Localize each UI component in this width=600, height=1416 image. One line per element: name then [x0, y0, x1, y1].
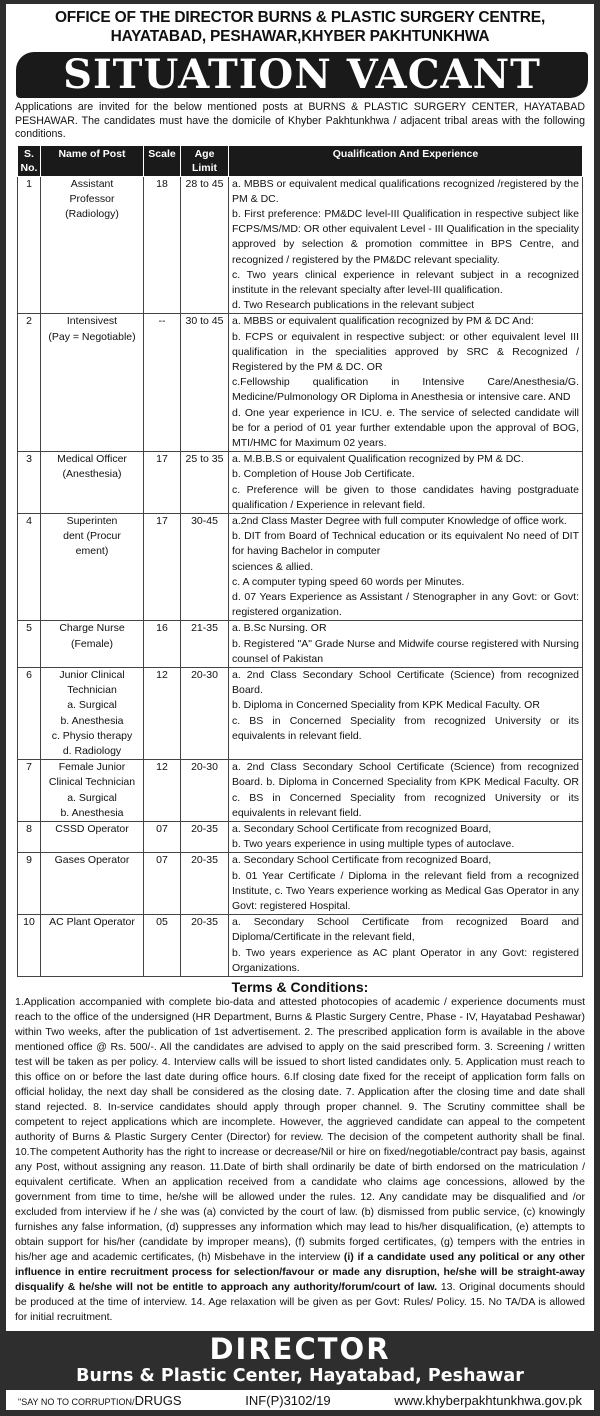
post-name-line: Clinical Technician	[48, 776, 136, 789]
terms-title: Terms & Conditions:	[231, 979, 369, 996]
scale: 12	[144, 668, 181, 760]
table-row	[18, 314, 583, 452]
row-number: 6	[18, 668, 41, 760]
qualification-item: d. 07 Years Experience as Assistant / Stenographer in any Govt: or Govt: registered organization.	[232, 590, 579, 619]
row-number: 7	[18, 760, 41, 822]
table-row	[18, 176, 583, 314]
qualification-item: a. MBBS or equivalent medical qualifications recognized /registered by the PM & DC.	[232, 177, 579, 205]
posts-table	[17, 145, 583, 978]
post-name-line: Charge Nurse	[59, 622, 125, 635]
situation-vacant-banner: SITUATION VACANT	[16, 52, 588, 98]
qualification-item: d. Two Research publications in the relevant subject	[232, 299, 475, 312]
post-name-line: c. Physio therapy	[51, 729, 133, 742]
office-header	[6, 4, 594, 46]
qualification-item: b. Two years experience in using multiple types of autoclave.	[232, 838, 515, 851]
table-row	[18, 915, 583, 977]
terms-part-2: 13. Original documents should be produced at the time of interview. 14. Age relaxation will be given as per Govt: Rules/ Policy. 15. No TA/DA is allowed for initial recruitment.	[15, 1281, 586, 1324]
post-name-line: Junior Clinical Technician	[59, 669, 125, 697]
row-number: 3	[18, 452, 41, 514]
post-name-line: d. Radiology	[62, 745, 122, 758]
row-number: 1	[18, 176, 41, 314]
footer-director: DIRECTOR	[209, 1332, 391, 1367]
qualification	[229, 853, 583, 915]
age-limit: 25 to 35	[181, 452, 229, 514]
slogan-prefix: "SAY NO TO CORRUPTION/	[18, 1396, 135, 1407]
qualification	[229, 915, 583, 977]
col-post: Name of Post	[41, 145, 144, 176]
qualification-item: b. First preference: PM&DC level-III Qualification in respective subject like FCPS/MS/MD: OR other equivalent Level - III Qualification in the speciality approved by selection & promotion committee in BPS Centre, and recognized / registered by the PM&DC relevant speciality.	[232, 207, 579, 266]
age-limit: 20-30	[181, 668, 229, 760]
post-name-line: Female Junior	[58, 761, 126, 774]
post-name-line: (Radiology)	[65, 207, 119, 220]
qualification	[229, 176, 583, 314]
scale: 18	[144, 176, 181, 314]
scale: 07	[144, 822, 181, 853]
age-limit: 20-35	[181, 822, 229, 853]
row-number: 10	[18, 915, 41, 977]
qualification	[229, 314, 583, 452]
table-row	[18, 822, 583, 853]
qualification-item: b. FCPS or equivalent in respective subject: or other equivalent level III qualification in the specialities approved by SRC & Recognized / Registered by the PM & DC. OR	[232, 330, 579, 373]
post-name-line: Professor	[69, 192, 115, 205]
qualification-item: b. Completion of House Job Certificate.	[232, 468, 415, 481]
post-name-line: a. Surgical	[67, 791, 117, 804]
qualification-item: b. Two years experience as AC plant Operator in any Govt: registered Organizations.	[232, 946, 579, 974]
post-name	[41, 915, 144, 977]
qualification-item: c. Preference will be given to those candidates having postgraduate qualification / Experience in relevant field.	[232, 483, 579, 511]
slogan-suffix: DRUGS	[134, 1392, 182, 1408]
footer-strip	[6, 1390, 594, 1410]
qualification-item: a. M.B.B.S or equivalent Qualification recognized by PM & DC.	[232, 453, 524, 466]
table-row	[18, 853, 583, 915]
slogan	[18, 1393, 182, 1408]
post-name-line: (Anesthesia)	[62, 468, 122, 481]
age-limit: 20-35	[181, 853, 229, 915]
scale: 05	[144, 915, 181, 977]
qualification-item: c. A computer typing speed 60 words per Minutes.	[232, 575, 465, 588]
row-number: 4	[18, 513, 41, 620]
qualification	[229, 513, 583, 620]
reference-number: INF(P)3102/19	[245, 1392, 331, 1408]
post-name-line: Medical Officer	[57, 453, 127, 466]
qualification-item: b. DIT from Board of Technical education or its equivalent No need of DIT for having Bachelor in computer	[232, 530, 579, 558]
qualification-item: c.Fellowship qualification in Intensive Care/Anesthesia/G. Medicine/Pulmonology OR Diploma in Anesthesia or intensive care. AND	[232, 376, 579, 404]
qualification-item: d. One year experience in ICU. e. The service of selected candidate will be for a period of 01 year further extendable upon the approval of BOG, MTI/HMC for Maximum 02 years.	[232, 406, 579, 449]
age-limit: 28 to 45	[181, 176, 229, 314]
age-limit: 21-35	[181, 621, 229, 668]
qualification	[229, 452, 583, 514]
qualification-item: b. 01 Year Certificate / Diploma in the relevant field from a recognized Institute, c. Two Years experience working as Medical Gas Operator in any Govt: registered Hospital.	[232, 869, 579, 913]
qualification-item: b. Registered "A" Grade Nurse and Midwife course registered with Nursing counsel of Pakistan	[232, 637, 579, 665]
col-scale: Scale	[144, 145, 181, 176]
qualification-item: a. Secondary School Certificate from recognized Board,	[232, 823, 492, 836]
post-name	[41, 760, 144, 822]
post-name-line: b. Anesthesia	[60, 714, 124, 727]
table-row	[18, 513, 583, 620]
qualification	[229, 668, 583, 760]
qualification-item: a. 2nd Class Secondary School Certificate (Science) from recognized Board.	[232, 669, 579, 697]
row-number: 5	[18, 621, 41, 668]
scale: 07	[144, 853, 181, 915]
col-age: Age Limit	[181, 145, 229, 176]
scale: 17	[144, 452, 181, 514]
qualification	[229, 822, 583, 853]
post-name-line: Intensivest	[66, 315, 118, 328]
terms-text	[6, 995, 594, 1325]
qualification	[229, 621, 583, 668]
age-limit: 20-35	[181, 915, 229, 977]
post-name-line: a. Surgical	[67, 699, 117, 712]
scale: 16	[144, 621, 181, 668]
age-limit: 30 to 45	[181, 314, 229, 452]
post-name	[41, 314, 144, 452]
table-row	[18, 621, 583, 668]
header-line-1: OFFICE OF THE DIRECTOR BURNS & PLASTIC SURGERY CENTRE,	[54, 9, 546, 26]
qualification-item: a. MBBS or equivalent qualification recognized by PM & DC And:	[232, 315, 534, 328]
terms-bold-clause: (i) if a candidate used any political or any other influence in entire recruitment process for selection/favour or made any disruption, he/she will be straight-away disqualify & he/she will not be entitle to approach any authority/forum/court of law.	[15, 1251, 586, 1294]
post-name	[41, 822, 144, 853]
table-row	[18, 668, 583, 760]
post-name-line: (Female)	[70, 637, 113, 650]
row-number: 8	[18, 822, 41, 853]
age-limit: 20-30	[181, 760, 229, 822]
post-name-line: Superinten	[66, 514, 118, 527]
qualification-item: a. Secondary School Certificate from recognized Board and Diploma/Certificate in the relevant field,	[232, 916, 579, 944]
post-name-line: dent (Procur	[63, 530, 121, 543]
qualification-item: sciences & allied.	[232, 560, 314, 573]
post-name	[41, 513, 144, 620]
post-name-line: ement)	[75, 545, 109, 558]
post-name-line: Assistant	[70, 177, 114, 190]
advertisement	[6, 4, 594, 1331]
qualification-item: a. B.Sc Nursing. OR	[232, 622, 327, 635]
qualification-item: a.2nd Class Master Degree with full computer Knowledge of office work.	[232, 514, 567, 527]
table-row	[18, 760, 583, 822]
qualification-item: c. Two years clinical experience in relevant subject in a recognized institute in the relevant specialty after level-III qualification.	[232, 268, 579, 296]
post-name-line: Gases Operator	[54, 854, 130, 867]
post-name-line: b. Anesthesia	[60, 806, 124, 819]
scale: 17	[144, 513, 181, 620]
post-name	[41, 452, 144, 514]
col-sno: S. No.	[18, 145, 41, 176]
qualification	[229, 760, 583, 822]
footer-address: Burns & Plastic Center, Hayatabad, Peshawar	[76, 1366, 524, 1387]
post-name	[41, 853, 144, 915]
post-name-line: CSSD Operator	[55, 823, 129, 836]
post-name-line: AC Plant Operator	[49, 916, 135, 929]
table-row	[18, 452, 583, 514]
scale: --	[144, 314, 181, 452]
qualification-item: c. BS in Concerned Speciality from recognized University or its equivalents in relevant field.	[232, 714, 579, 742]
website-link[interactable]: www.khyberpakhtunkhwa.gov.pk	[394, 1392, 582, 1408]
scale: 12	[144, 760, 181, 822]
post-name-line: (Pay = Negotiable)	[48, 330, 136, 343]
header-line-2: HAYATABAD, PESHAWAR,KHYBER PAKHTUNKHWA	[110, 28, 490, 45]
age-limit: 30-45	[181, 513, 229, 620]
post-name	[41, 668, 144, 760]
post-name	[41, 176, 144, 314]
qualification-item: a. Secondary School Certificate from recognized Board,	[232, 854, 492, 867]
footer	[6, 1331, 594, 1387]
table-header-row	[18, 145, 583, 176]
intro-text: Applications are invited for the below mentioned posts at BURNS & PLASTIC SURGERY CENTER, HAYATABAD PESHAWAR. The candidates must have the domicile of Khyber Pakhtunkhwa / adjacent tribal areas with the following conditions.	[15, 101, 585, 140]
post-name	[41, 621, 144, 668]
qualification-item: b. Diploma in Concerned Speciality from KPK Medical Faculty. OR	[232, 699, 540, 712]
qualification-item: a. 2nd Class Secondary School Certificate (Science) from recognized Board. b. Diploma in Concerned Speciality from KPK Medical Faculty. OR c. BS in Concerned Speciality from recognized University or its equivalents in relevant field.	[232, 761, 579, 819]
row-number: 9	[18, 853, 41, 915]
terms-part-1: 1.Application accompanied with complete bio-data and attested photocopies of academic / experience documents must reach to the office of the undersigned (HR Department, Burns & Plastic Surgery Centre, Phase - IV, Hayatabad Peshawar) within Two weeks, after the publication of 1st advertisement. 2. The prescribed application form is available in the above mentioned office @ Rs. 500/-. All the candidates are advised to apply on the said prescribed form. 3. Screening / written test will be taken as per policy. 4. Interview calls will be issued to short listed candidates only. 5. Application must reach to this office on or before the last date during office hours. 6.If closing date fixed for the receipt of application form falls on official holiday, the next day shall be considered as the closing date. 7. Application after the closing time and date shall stand rejected. 8. In-service candidates should apply through proper channel. 9. The Scrutiny committee shall be competent to reject applications which are incomplete. However, the aggrieved candidate can appeal to the competent authority of Burns & Plastic Surgery Center (Director) for review. The decision of the competent authority shall be final. 10.The competent Authority has the right to increase or decrease/Nil or hire on fixed/negotiable/contract pay basis, against any Post, without assigning any reason. 11.Date of birth shall ordinarily be date of birth endorsed on the matriculation / equivalent certificate. When an application received from a candidate who claims age concessions, allowed by the government from time to time, he/she will be allowed under the rules. 12. Any candidate may be disqualified and /or excluded from interview if he / she was (a) convicted by the court of law. (b) dismissed from public service, (c) knowingly furnishes any false information, (d) suppresses any information which may lead to his/her disqualification, (e) attempts to obtain support for his/her (candidate by improper means), (f) submits forged certificates, (g) tempers with the entries in his/her age and academic certificates, (h) Misbehave in the interview	[15, 996, 585, 1264]
col-qualification: Qualification And Experience	[229, 145, 583, 176]
row-number: 2	[18, 314, 41, 452]
